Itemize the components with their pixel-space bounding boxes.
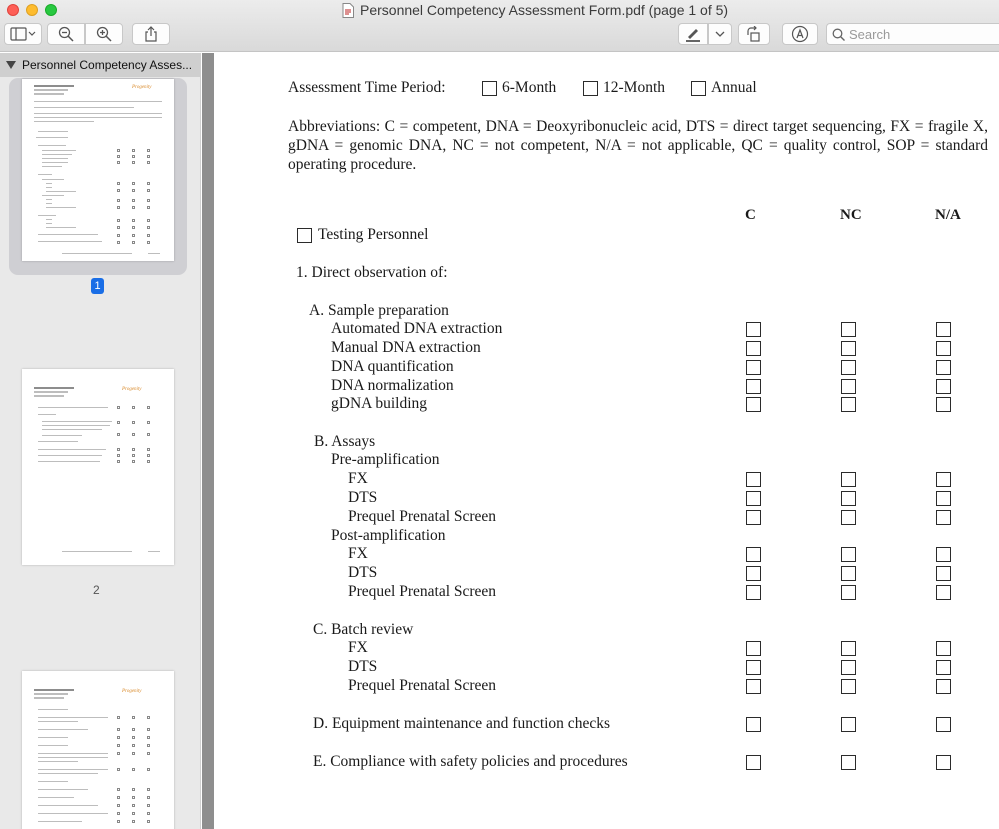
checkbox-na[interactable] xyxy=(936,510,951,525)
checkbox-c[interactable] xyxy=(746,379,761,394)
item-manual-dna-extraction: Manual DNA extraction xyxy=(331,339,481,356)
checkbox-c[interactable] xyxy=(746,566,761,581)
section-direct-observation: 1. Direct observation of: xyxy=(296,264,448,281)
checkbox-nc[interactable] xyxy=(841,585,856,600)
checkbox-testing-personnel[interactable] xyxy=(297,228,312,243)
checkbox-nc[interactable] xyxy=(841,510,856,525)
column-header-na: N/A xyxy=(935,207,961,223)
checkbox-c[interactable] xyxy=(746,717,761,732)
minimize-window-button[interactable] xyxy=(26,4,38,16)
pdf-file-icon xyxy=(342,3,354,18)
pen-icon xyxy=(684,26,702,42)
checkbox-na[interactable] xyxy=(936,322,951,337)
thumbnail-sidebar xyxy=(0,53,201,829)
checkbox-na[interactable] xyxy=(936,341,951,356)
window-title-text: Personnel Competency Assessment Form.pdf (page 1 of 5) xyxy=(360,2,729,18)
checkbox-na[interactable] xyxy=(936,660,951,675)
checkbox-na[interactable] xyxy=(936,717,951,732)
checkbox-c[interactable] xyxy=(746,397,761,412)
checkbox-c[interactable] xyxy=(746,322,761,337)
checkbox-nc[interactable] xyxy=(841,397,856,412)
checkbox-nc[interactable] xyxy=(841,491,856,506)
window-toolbar xyxy=(0,0,999,52)
checkbox-nc[interactable] xyxy=(841,472,856,487)
heading-safety-compliance: E. Compliance with safety policies and procedures xyxy=(313,753,628,770)
checkbox-na[interactable] xyxy=(936,547,951,562)
option-12-month-label: 12-Month xyxy=(603,79,665,96)
page-number-badge-1: 1 xyxy=(91,278,104,294)
page-thumbnail-3[interactable]: Progenity xyxy=(22,671,174,829)
checkbox-na[interactable] xyxy=(936,360,951,375)
markup-menu-button[interactable] xyxy=(708,23,732,45)
document-view[interactable] xyxy=(202,53,999,829)
sidebar-icon xyxy=(10,27,36,41)
checkbox-nc[interactable] xyxy=(841,360,856,375)
checkbox-12-month[interactable] xyxy=(583,81,598,96)
item-pre-fx: FX xyxy=(348,470,368,487)
checkbox-c[interactable] xyxy=(746,547,761,562)
checkbox-c[interactable] xyxy=(746,510,761,525)
checkbox-nc[interactable] xyxy=(841,717,856,732)
share-button[interactable] xyxy=(132,23,170,45)
annotate-button[interactable] xyxy=(782,23,818,45)
fullscreen-window-button[interactable] xyxy=(45,4,57,16)
chevron-down-icon xyxy=(715,30,725,38)
checkbox-na[interactable] xyxy=(936,472,951,487)
item-dna-quantification: DNA quantification xyxy=(331,358,454,375)
page-thumbnail-2[interactable]: Progenity xyxy=(22,369,174,565)
option-annual-label: Annual xyxy=(711,79,757,96)
item-batch-dts: DTS xyxy=(348,658,378,675)
heading-batch-review: C. Batch review xyxy=(313,621,414,638)
heading-equipment-maintenance: D. Equipment maintenance and function checks xyxy=(313,715,610,732)
item-gdna-building: gDNA building xyxy=(331,395,428,412)
sidebar-document-name: Personnel Competency Asses... xyxy=(22,58,193,72)
rotate-icon xyxy=(745,26,763,42)
checkbox-c[interactable] xyxy=(746,641,761,656)
search-input[interactable] xyxy=(849,27,989,42)
disclosure-triangle-icon[interactable] xyxy=(6,61,16,69)
checkbox-c[interactable] xyxy=(746,660,761,675)
item-pre-prequel: Prequel Prenatal Screen xyxy=(348,508,497,525)
checkbox-na[interactable] xyxy=(936,379,951,394)
option-6-month-label: 6-Month xyxy=(502,79,557,96)
search-field[interactable] xyxy=(826,23,999,45)
rotate-button[interactable] xyxy=(738,23,770,45)
item-automated-dna-extraction: Automated DNA extraction xyxy=(331,320,503,337)
heading-assays: B. Assays xyxy=(314,433,376,450)
checkbox-nc[interactable] xyxy=(841,547,856,562)
checkbox-c[interactable] xyxy=(746,341,761,356)
checkbox-c[interactable] xyxy=(746,491,761,506)
item-post-prequel: Prequel Prenatal Screen xyxy=(348,583,497,600)
checkbox-nc[interactable] xyxy=(841,679,856,694)
checkbox-na[interactable] xyxy=(936,755,951,770)
page-number-label-2: 2 xyxy=(93,583,100,597)
search-icon xyxy=(832,28,845,41)
pdf-page xyxy=(214,53,999,829)
checkbox-na[interactable] xyxy=(936,641,951,656)
checkbox-na[interactable] xyxy=(936,585,951,600)
sidebar-toggle-button[interactable] xyxy=(4,23,42,45)
checkbox-c[interactable] xyxy=(746,472,761,487)
checkbox-c[interactable] xyxy=(746,679,761,694)
item-post-dts: DTS xyxy=(348,564,378,581)
testing-personnel-label: Testing Personnel xyxy=(318,226,429,243)
markup-pen-button[interactable] xyxy=(678,23,708,45)
time-period-label: Assessment Time Period: xyxy=(288,79,446,96)
checkbox-nc[interactable] xyxy=(841,341,856,356)
item-batch-prequel: Prequel Prenatal Screen xyxy=(348,677,497,694)
share-icon xyxy=(144,26,158,42)
item-post-fx: FX xyxy=(348,545,368,562)
sidebar-document-header[interactable] xyxy=(0,53,201,77)
checkbox-nc[interactable] xyxy=(841,379,856,394)
checkbox-annual[interactable] xyxy=(691,81,706,96)
checkbox-na[interactable] xyxy=(936,491,951,506)
abbreviations-paragraph: Abbreviations: C = competent, DNA = Deoxyribonucleic acid, DTS = direct target sequencing, FX = fragile X, gDNA = genomic DNA, NC = not competent, N/A = not applicable, QC = quality control, SOP = standard operating procedure. xyxy=(288,118,988,173)
heading-sample-preparation: A. Sample preparation xyxy=(309,302,449,319)
zoom-out-button[interactable] xyxy=(47,23,85,45)
subheading-pre-amplification: Pre-amplification xyxy=(331,451,440,468)
checkbox-nc[interactable] xyxy=(841,322,856,337)
checkbox-c[interactable] xyxy=(746,755,761,770)
checkbox-nc[interactable] xyxy=(841,566,856,581)
item-pre-dts: DTS xyxy=(348,489,378,506)
column-header-nc: NC xyxy=(840,207,862,223)
window-title xyxy=(342,0,728,20)
zoom-in-button[interactable] xyxy=(85,23,123,45)
checkbox-na[interactable] xyxy=(936,679,951,694)
zoom-in-icon xyxy=(96,26,112,42)
item-dna-normalization: DNA normalization xyxy=(331,377,454,394)
checkbox-nc[interactable] xyxy=(841,755,856,770)
subheading-post-amplification: Post-amplification xyxy=(331,527,446,544)
column-header-c: C xyxy=(745,207,756,223)
checkbox-na[interactable] xyxy=(936,566,951,581)
annotate-icon xyxy=(791,25,809,43)
checkbox-nc[interactable] xyxy=(841,641,856,656)
close-window-button[interactable] xyxy=(7,4,19,16)
item-batch-fx: FX xyxy=(348,639,368,656)
checkbox-c[interactable] xyxy=(746,360,761,375)
page-thumbnail-1[interactable]: Progenity xyxy=(22,79,174,261)
checkbox-nc[interactable] xyxy=(841,660,856,675)
checkbox-c[interactable] xyxy=(746,585,761,600)
zoom-out-icon xyxy=(58,26,74,42)
checkbox-6-month[interactable] xyxy=(482,81,497,96)
checkbox-na[interactable] xyxy=(936,397,951,412)
